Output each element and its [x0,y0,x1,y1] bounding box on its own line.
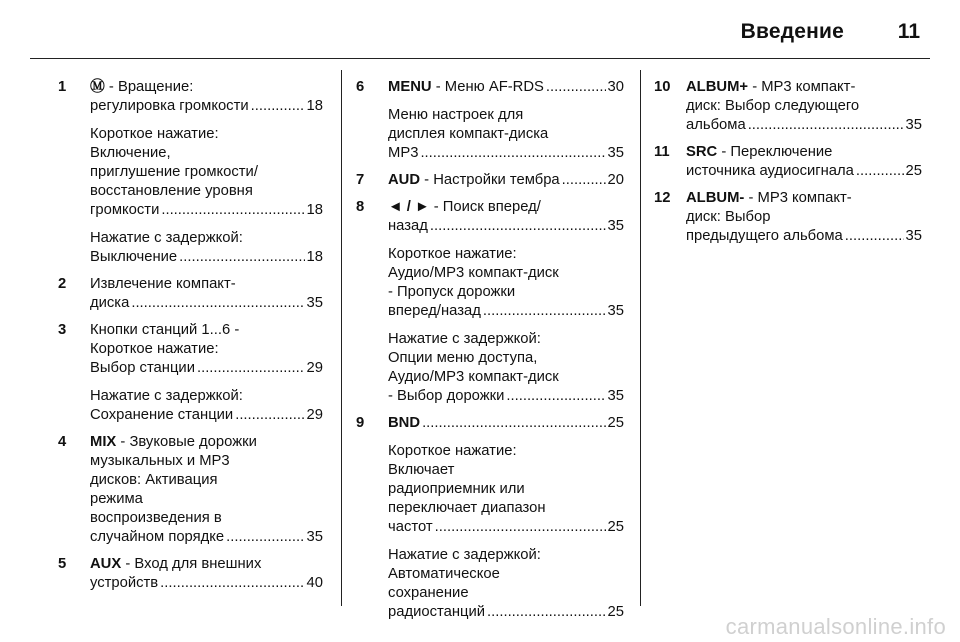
column-1 [58,78,323,601]
entry-text [388,368,559,387]
dot-leader [856,162,904,181]
control-key-label: AUX [90,556,122,572]
dot-leader [546,78,606,97]
entry-line [388,144,624,163]
description-text: Включение, [90,145,171,161]
page-reference: 35 [306,295,323,311]
entry-text [388,217,428,236]
entry-line [686,97,922,116]
entry-text [686,143,832,162]
entry-text [388,480,525,499]
entry-line [686,227,922,246]
entry-number: 3 [58,322,67,338]
entry-paragraph [388,78,624,97]
entry-text [90,125,219,144]
description-text: восстановление уровня [90,183,253,199]
entry-paragraph [90,555,323,593]
description-text: Нажатие с задержкой: [388,547,541,563]
description-text: - Переключение [717,144,833,160]
description-text: Нажатие с задержкой: [388,331,541,347]
entry-line [90,182,323,201]
description-text: Опции меню доступа, [388,350,538,366]
entry-paragraph [388,546,624,622]
entry-paragraph [90,229,323,267]
entry-line [388,414,624,433]
control-key-label: ◄ / ► [388,199,430,215]
entry-line [90,528,323,547]
watermark: carmanualsonline.info [725,614,946,639]
entry-text [388,283,515,302]
description-text: MP3 [388,145,419,161]
dot-leader [226,528,304,547]
legend-entry [356,171,624,190]
entry-line [686,162,922,181]
entry-text [388,499,546,518]
entry-text [388,302,481,321]
page-reference: 35 [607,388,624,404]
dot-leader [160,574,304,593]
entry-line [388,106,624,125]
description-text: назад [388,218,428,234]
entry-line [388,387,624,406]
entry-line [388,584,624,603]
entry-line [90,490,323,509]
entry-line [388,603,624,622]
control-key-label: Ⓜ [90,79,105,95]
entry-paragraph [686,78,922,135]
entry-paragraph [388,198,624,236]
legend-entry [356,414,624,622]
entry-text [388,330,541,349]
description-text: Выключение [90,249,178,265]
page-reference: 30 [607,79,624,95]
description-text: Меню настроек для [388,107,524,123]
entry-number: 7 [356,172,365,188]
control-key-label: ALBUM+ [686,79,749,95]
description-text: вперед/назад [388,303,481,319]
entry-text [388,442,517,461]
entry-line [90,97,323,116]
entry-line [388,245,624,264]
page-reference: 18 [306,202,323,218]
page-reference: 29 [306,407,323,423]
description-text: режима [90,491,143,507]
entry-line [388,198,624,217]
entry-paragraph [90,433,323,547]
entry-text [388,546,541,565]
page-header [0,0,960,58]
entry-line [90,340,323,359]
entry-line [388,217,624,236]
entry-text [90,321,239,340]
dot-leader [197,359,305,378]
entry-line [686,208,922,227]
dot-leader [562,171,606,190]
entry-text [90,509,222,528]
description-text: - Вход для внешних [121,556,262,572]
column-divider-2 [640,70,641,606]
page-reference: 40 [306,575,323,591]
entry-text [388,125,548,144]
entry-text [686,162,854,181]
entry-paragraph [388,171,624,190]
legend-entry [58,78,323,267]
legend-entry [58,275,323,313]
dot-leader [420,144,605,163]
description-text: альбома [686,117,746,133]
entry-line [90,78,323,97]
page-reference: 18 [306,249,323,265]
entry-paragraph [90,321,323,378]
description-text: - Настройки тембра [420,172,560,188]
dot-leader [435,518,606,537]
entry-text [686,97,859,116]
entry-text [90,78,193,97]
dot-leader [487,603,606,622]
entry-text [90,528,224,547]
description-text: Извлечение компакт- [90,276,236,292]
entry-line [388,461,624,480]
entry-text [90,406,233,425]
entry-line [388,302,624,321]
description-text: устройств [90,575,159,591]
entry-line [90,387,323,406]
page-reference: 25 [607,415,624,431]
entry-paragraph [686,189,922,246]
description-text: - Звуковые дорожки [116,434,257,450]
dot-leader [748,116,904,135]
entry-line [388,546,624,565]
entry-text [388,603,485,622]
description-text: - Пропуск дорожки [388,284,516,300]
dot-leader [179,248,304,267]
entry-number: 10 [654,79,671,95]
dot-leader [235,406,304,425]
legend-entry [356,198,624,406]
page-reference: 35 [607,218,624,234]
entry-text [388,461,454,480]
entry-paragraph [90,78,323,116]
entry-line [388,480,624,499]
entry-line [90,144,323,163]
control-key-label: SRC [686,144,718,160]
entry-line [90,248,323,267]
column-3 [654,78,922,254]
entry-line [388,125,624,144]
dot-leader [161,201,304,220]
dot-leader [251,97,305,116]
description-text: дисплея компакт-диска [388,126,549,142]
control-key-label: MIX [90,434,117,450]
entry-text [90,359,195,378]
entry-line [90,163,323,182]
entry-line [90,321,323,340]
header-divider [30,58,930,59]
description-text: Сохранение станции [90,407,234,423]
legend-entry [58,433,323,547]
page-reference: 25 [607,604,624,620]
column-divider-1 [341,70,342,606]
entry-text [686,227,843,246]
description-text: - MP3 компакт- [744,190,852,206]
entry-number: 6 [356,79,365,95]
description-text: воспроизведения в [90,510,222,526]
description-text: Включает [388,462,455,478]
entry-line [90,201,323,220]
entry-paragraph [388,106,624,163]
description-text: - MP3 компакт- [748,79,856,95]
entry-paragraph [388,442,624,537]
entry-text [90,97,249,116]
description-text: дисков: Активация [90,472,218,488]
entry-text [90,163,258,182]
entry-paragraph [90,387,323,425]
entry-text [388,106,523,125]
entry-text [90,248,177,267]
page-reference: 18 [306,98,323,114]
page-reference: 25 [905,163,922,179]
entry-text [388,264,559,283]
entry-line [686,116,922,135]
entry-line [90,471,323,490]
entry-line [388,78,624,97]
description-text: диск: Выбор следующего [686,98,860,114]
entry-line [90,359,323,378]
entry-paragraph [388,414,624,433]
entry-text [90,229,243,248]
description-text: - Меню AF-RDS [431,79,544,95]
description-text: Аудио/MP3 компакт-диск [388,369,559,385]
entry-text [90,182,253,201]
entry-text [90,294,129,313]
control-key-label: ALBUM- [686,190,745,206]
entry-number: 5 [58,556,67,572]
entry-text [388,414,420,433]
entry-line [90,406,323,425]
description-text: приглушение громкости/ [90,164,258,180]
description-text: Аудио/MP3 компакт-диск [388,265,559,281]
description-text: Нажатие с задержкой: [90,230,243,246]
entry-text [90,387,243,406]
section-title: Введение [740,20,844,43]
dot-leader [483,302,606,321]
entry-text [686,189,852,208]
entry-line [686,143,922,162]
description-text: Автоматическое [388,566,500,582]
column-2 [356,78,624,630]
description-text: радиостанций [388,604,486,620]
entry-text [388,198,541,217]
entry-text [388,584,469,603]
entry-text [686,208,770,227]
legend-entry [654,143,922,181]
dot-leader [845,227,904,246]
entry-paragraph [90,125,323,220]
legend-entry [58,555,323,593]
legend-entry [654,78,922,135]
entry-line [388,349,624,368]
entry-line [90,555,323,574]
entry-line [388,171,624,190]
page-reference: 35 [607,303,624,319]
description-text: частот [388,519,433,535]
entry-line [686,78,922,97]
entry-text [388,518,433,537]
entry-number: 9 [356,415,365,431]
entry-line [388,330,624,349]
description-text: сохранение [388,585,469,601]
entry-line [90,452,323,471]
entry-number: 12 [654,190,671,206]
entry-text [90,144,171,163]
description-text: Короткое нажатие: [388,246,517,262]
entry-line [90,509,323,528]
entry-paragraph [388,330,624,406]
page-reference: 20 [607,172,624,188]
entry-text [90,490,143,509]
entry-text [686,78,855,97]
entry-line [686,189,922,208]
entry-text [90,433,257,452]
description-text: Короткое нажатие: [388,443,517,459]
entry-text [388,144,418,163]
entry-line [388,283,624,302]
entry-text [90,574,158,593]
entry-text [388,349,537,368]
page-reference: 25 [607,519,624,535]
description-text: Выбор станции [90,360,195,376]
control-key-label: AUD [388,172,421,188]
entry-number: 11 [654,144,670,160]
description-text: - Поиск вперед/ [429,199,541,215]
description-text: Короткое нажатие: [90,126,219,142]
page-reference: 35 [306,529,323,545]
entry-line [90,275,323,294]
description-text: переключает диапазон [388,500,546,516]
entry-line [90,433,323,452]
description-text: Нажатие с задержкой: [90,388,243,404]
page-reference: 35 [905,117,922,133]
entry-paragraph [90,275,323,313]
entry-text [388,565,500,584]
entry-text [90,555,261,574]
description-text: Короткое нажатие: [90,341,219,357]
description-text: - Вращение: [104,79,194,95]
control-key-label: MENU [388,79,432,95]
legend-entry [58,321,323,425]
entry-text [686,116,746,135]
legend-entry [356,78,624,163]
description-text: регулировка громкости [90,98,249,114]
entry-number: 8 [356,199,365,215]
entry-line [90,574,323,593]
description-text: источника аудиосигнала [686,163,854,179]
entry-text [388,245,517,264]
entry-line [388,499,624,518]
description-text: радиоприемник или [388,481,525,497]
page-reference: 35 [607,145,624,161]
dot-leader [506,387,605,406]
entry-text [388,387,504,406]
description-text: случайном порядке [90,529,225,545]
description-text: - Выбор дорожки [388,388,505,404]
entry-text [90,275,236,294]
entry-line [90,294,323,313]
entry-number: 1 [58,79,67,95]
description-text: громкости [90,202,160,218]
entry-line [388,264,624,283]
page-number: 11 [897,20,920,43]
entry-line [90,125,323,144]
description-text: предыдущего альбома [686,228,843,244]
dot-leader [430,217,606,236]
entry-text [90,452,230,471]
entry-text [90,471,217,490]
dot-leader [131,294,304,313]
page-reference: 29 [306,360,323,376]
entry-line [388,518,624,537]
control-key-label: BND [388,415,421,431]
entry-text [388,78,544,97]
page-reference: 35 [905,228,922,244]
entry-line [388,368,624,387]
entry-line [388,565,624,584]
entry-number: 2 [58,276,67,292]
entry-paragraph [686,143,922,181]
entry-text [90,340,219,359]
entry-line [388,442,624,461]
entry-paragraph [388,245,624,321]
entry-number: 4 [58,434,67,450]
entry-text [388,171,560,190]
legend-entry [654,189,922,246]
entry-line [90,229,323,248]
description-text: Кнопки станций 1...6 - [90,322,240,338]
dot-leader [422,414,605,433]
description-text: музыкальных и MP3 [90,453,230,469]
entry-text [90,201,159,220]
description-text: диск: Выбор [686,209,771,225]
description-text: диска [90,295,130,311]
